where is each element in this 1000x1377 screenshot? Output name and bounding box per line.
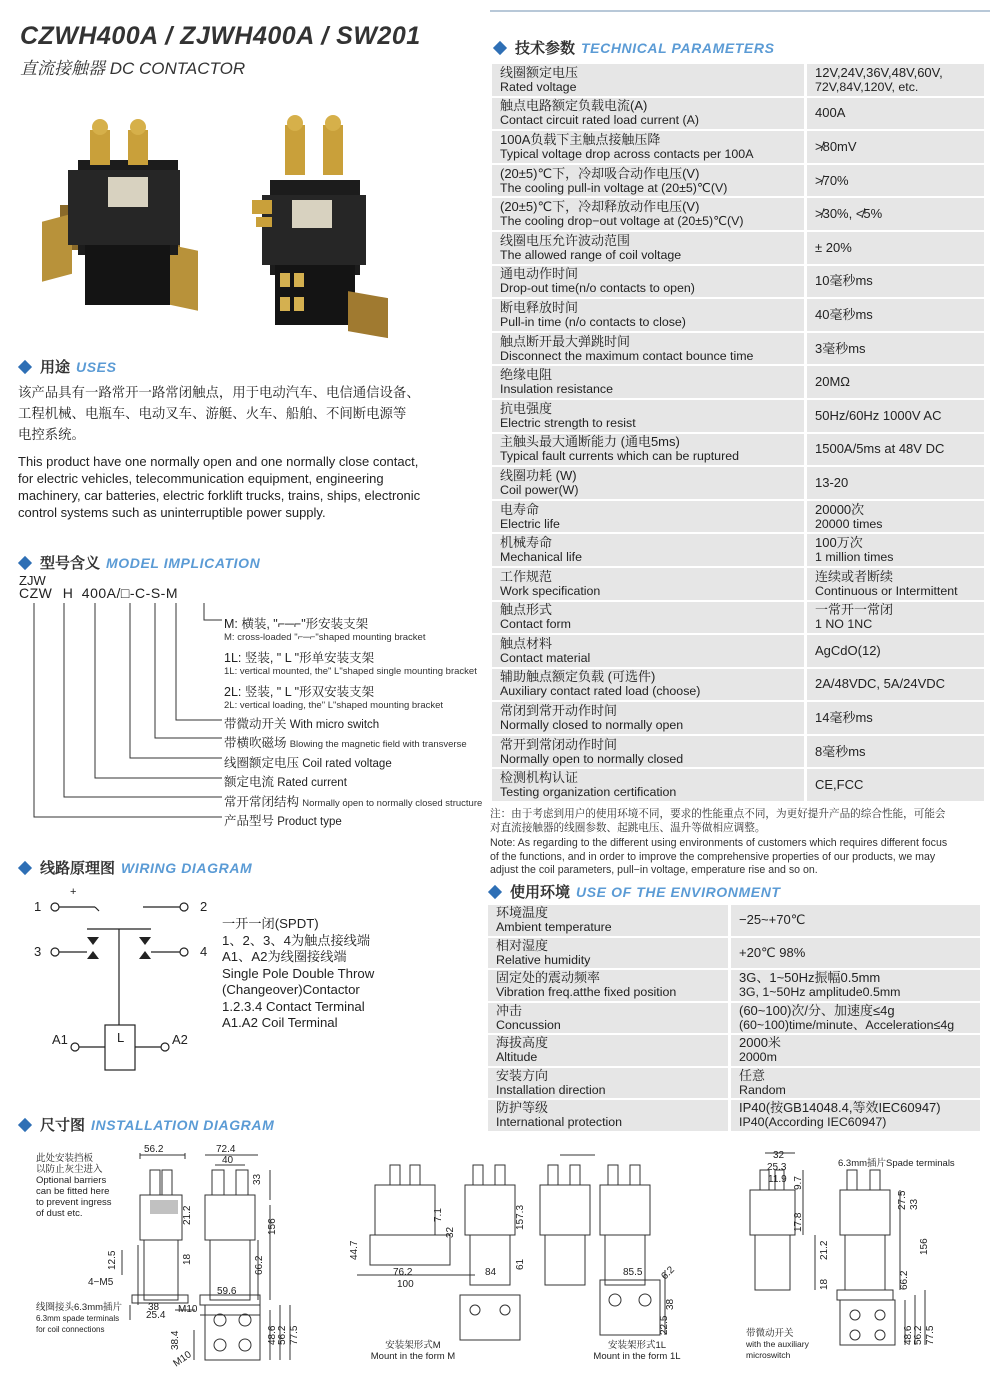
model-item-micro: 带微动开关 With micro switch — [224, 717, 380, 731]
env-value: +20℃ 98% — [739, 944, 806, 960]
tech-row — [492, 602, 984, 634]
env-param-en: Altitude — [496, 1050, 538, 1065]
tech-row — [492, 467, 984, 499]
plus-label: + — [70, 886, 77, 898]
tech-param-zh: 常闭到常开动作时间 — [500, 703, 618, 719]
svg-text:156: 156 — [919, 1238, 930, 1255]
tech-value: 13-20 — [815, 474, 849, 490]
tech-row — [492, 769, 984, 801]
model-item-2l: 2L: 竖装, " L "形双安装支架 2L: vertical loading, the" L"shaped mounting bracket — [224, 685, 444, 711]
tech-table — [492, 62, 984, 803]
tech-param-en: Typical fault currents which can be ruptured — [500, 449, 739, 464]
tech-row — [492, 736, 984, 768]
wiring-heading: 线路原理图 WIRING DIAGRAM — [20, 857, 252, 878]
svg-text:38.4: 38.4 — [170, 1330, 181, 1350]
product-photos — [30, 105, 450, 345]
tech-row — [492, 131, 984, 163]
diamond-bullet-icon — [18, 1117, 32, 1131]
tech-value: 3毫秒ms — [815, 340, 866, 356]
svg-text:100: 100 — [397, 1279, 414, 1290]
tech-note: 注：由于考虑到用户的使用环境不同，要求的性能重点不同，为更好提升产品的综合性能，可能会 对直流接触器的线圈参数、起跳电压、温升等做相应调整。 Note: As regarding to the different using environments of customers which requires different focus of the functions, and in order to improve the comprehensive properties of our products, we may adjust the coil parameters, pull−in voltage, emperature rise and so on. — [490, 808, 948, 876]
tech-value-cell — [804, 232, 984, 264]
env-value-cell — [728, 970, 980, 1001]
tech-value: 100万次 — [815, 535, 863, 551]
tech-value: ≯80mV — [815, 138, 857, 154]
svg-text:25.3: 25.3 — [767, 1162, 787, 1173]
env-param-zh: 相对湿度 — [496, 937, 549, 953]
tech-value: 20MΩ — [815, 374, 851, 390]
env-value-secondary: 2000m — [739, 1050, 777, 1065]
terminal-a2-label: A2 — [172, 1032, 188, 1047]
tech-row — [492, 568, 984, 600]
model-item-coil: 线圈额定电压 Coil rated voltage — [224, 756, 392, 770]
coil-label: L — [117, 1030, 125, 1045]
tech-param-en: The cooling pull-in voltage at (20±5)℃(V) — [500, 180, 728, 195]
tech-param-cell — [492, 501, 804, 533]
tech-param-en: Contact form — [500, 617, 571, 632]
tech-param-zh: 机械寿命 — [500, 535, 553, 551]
tech-value-cell — [804, 534, 984, 566]
tech-param-en: Insulation resistance — [500, 382, 613, 397]
env-param-en: Vibration freq.atthe fixed position — [496, 985, 677, 1000]
svg-text:38: 38 — [148, 1302, 160, 1313]
tech-value-cell — [804, 299, 984, 331]
uses-zh-text: 该产品具有一路常开一路常闭触点，用于电动汽车、电信通信设备、 工程机械、电瓶车、电动叉车、游艇、火车、船舶、不间断电源等 电控系统。 — [18, 385, 420, 442]
tech-value: CE,FCC — [815, 777, 864, 793]
env-value: (60~100)次/分、加速度≤4g — [739, 1002, 895, 1018]
svg-text:33: 33 — [909, 1198, 920, 1210]
tech-value: 8毫秒ms — [815, 743, 866, 759]
env-row — [488, 1003, 980, 1034]
tech-row — [492, 98, 984, 130]
svg-text:32: 32 — [773, 1150, 785, 1161]
contactor-photo-1 — [42, 119, 198, 311]
tech-value: ± 20% — [815, 239, 852, 255]
tech-value-cell — [804, 98, 984, 130]
env-param-en: Ambient temperature — [496, 920, 612, 935]
tech-value: 40毫秒ms — [815, 306, 873, 322]
tech-value: ≯30%, ≮5% — [815, 206, 883, 222]
env-value-secondary: 3G, 1~50Hz amplitude0.5mm — [739, 985, 901, 1000]
tech-param-cell — [492, 333, 804, 365]
tech-param-cell — [492, 602, 804, 634]
tech-param-zh: 电寿命 — [500, 501, 540, 517]
tech-row — [492, 669, 984, 701]
tech-param-zh: 断电释放时间 — [500, 299, 579, 315]
tech-param-zh: 线圈电压允许波动范围 — [500, 232, 631, 248]
tech-param-cell — [492, 299, 804, 331]
wiring-description: 一开一闭(SPDT) 1、2、3、4为触点接线端 A1、A2为线圈接线端 Single Pole Double Throw (Changeover)Contactor 1.2.3.4 Contact Terminal A1.A2 Coil Terminal — [222, 916, 375, 1030]
svg-text:M10: M10 — [171, 1349, 194, 1370]
tech-param-zh: 工作规范 — [500, 568, 553, 584]
tech-value: AgCdO(12) — [815, 642, 881, 658]
tech-row — [492, 400, 984, 432]
env-param-cell — [488, 1003, 728, 1034]
svg-text:59.6: 59.6 — [217, 1286, 237, 1297]
model-item-m: M: 横装, "⌐─⌐"形安装支架 M: cross-loaded "⌐─⌐"shaped mounting bracket — [224, 617, 426, 643]
svg-text:27.5: 27.5 — [897, 1190, 908, 1210]
tech-param-en: Testing organization certification — [500, 785, 677, 800]
tech-param-zh: 触点断开最大弹跳时间 — [500, 333, 631, 349]
tech-param-zh: 100A负载下主触点接触压降 — [500, 131, 661, 147]
tech-param-cell — [492, 434, 804, 466]
tech-param-cell — [492, 635, 804, 667]
tech-param-en: Electric strength to resist — [500, 415, 636, 430]
tech-param-cell — [492, 366, 804, 398]
tech-value-cell — [804, 64, 984, 96]
env-value: 2000米 — [739, 1035, 781, 1051]
env-value: 任意 — [739, 1067, 766, 1083]
tech-param-en: Disconnect the maximum contact bounce time — [500, 348, 754, 363]
env-row — [488, 938, 980, 969]
coil-spade-note: 线圈接头6.3mm插片 6.3mm spade terminals for coil connections — [36, 1302, 123, 1334]
svg-text:85.5: 85.5 — [623, 1267, 643, 1278]
tech-param-cell — [492, 198, 804, 230]
svg-text:157.3: 157.3 — [515, 1204, 526, 1230]
tech-param-zh: 触点材料 — [500, 635, 553, 651]
env-param-en: Installation direction — [496, 1082, 606, 1097]
tech-value: 50Hz/60Hz 1000V AC — [815, 407, 942, 423]
model-leader-lines — [20, 600, 230, 825]
env-row — [488, 1035, 980, 1066]
tech-param-en: Typical voltage drop across contacts per 100A — [500, 146, 754, 161]
svg-text:25.4: 25.4 — [146, 1310, 166, 1321]
svg-text:156: 156 — [267, 1218, 278, 1235]
terminal-4-label: 4 — [200, 944, 208, 959]
svg-text:6.2: 6.2 — [659, 1264, 677, 1283]
tech-value: 14毫秒ms — [815, 710, 873, 726]
tech-value-cell — [804, 467, 984, 499]
tech-param-cell — [492, 232, 804, 264]
svg-text:18: 18 — [182, 1253, 193, 1265]
env-value-secondary: Random — [739, 1082, 786, 1097]
env-value-cell — [728, 1068, 980, 1099]
tech-row — [492, 333, 984, 365]
env-param-zh: 海拔高度 — [496, 1035, 549, 1051]
tech-param-zh: 触点形式 — [500, 602, 553, 618]
tech-value-cell — [804, 366, 984, 398]
tech-value: 400A — [815, 105, 846, 121]
model-code: CZW H 400A/□-C-S-M — [19, 585, 179, 601]
tech-param-cell — [492, 769, 804, 801]
env-param-en: International protection — [496, 1115, 623, 1130]
tech-value: 1500A/5ms at 48V DC — [815, 441, 945, 457]
mount-1l-caption: 安装架形式1L Mount in the form 1L — [593, 1340, 681, 1362]
tech-value: 10毫秒ms — [815, 273, 873, 289]
env-table — [488, 903, 980, 1133]
svg-text:17.8: 17.8 — [793, 1212, 804, 1232]
tech-param-cell — [492, 266, 804, 298]
env-param-zh: 固定处的震动频率 — [496, 970, 601, 986]
tech-value-secondary: 1 NO 1NC — [815, 617, 873, 632]
terminal-1-label: 1 — [34, 899, 42, 914]
tech-value: 2A/48VDC, 5A/24VDC — [815, 676, 946, 692]
tech-param-cell — [492, 534, 804, 566]
svg-text:18: 18 — [819, 1278, 830, 1290]
env-value: IP40(按GB14048.4,等效IEC60947) — [739, 1100, 941, 1116]
tech-value-cell — [804, 198, 984, 230]
env-row — [488, 1100, 980, 1131]
svg-text:56.2: 56.2 — [913, 1325, 924, 1345]
tech-param-zh: (20±5)℃下，冷却吸合动作电压(V) — [500, 165, 700, 181]
svg-text:72.4: 72.4 — [216, 1144, 236, 1155]
model-heading: 型号含义 MODEL IMPLICATION — [20, 552, 260, 573]
tech-value-secondary: 1 million times — [815, 550, 894, 565]
tech-row — [492, 501, 984, 533]
env-value-cell — [728, 1100, 980, 1131]
contactor-photo-2 — [252, 115, 388, 338]
env-param-zh: 安装方向 — [496, 1067, 549, 1083]
env-value-cell — [728, 938, 980, 969]
tech-value-cell — [804, 501, 984, 533]
env-value: −25~+70℃ — [739, 912, 806, 928]
svg-text:77.5: 77.5 — [289, 1325, 300, 1345]
model-item-blow: 带横吹磁场 Blowing the magnetic field with transverse — [224, 736, 467, 750]
env-param-zh: 冲击 — [496, 1002, 523, 1018]
model-item-1l: 1L: 竖装, " L "形单安装支架 1L: vertical mounted, the" L"shaped single mounting bracket — [224, 651, 477, 677]
tech-value-secondary: Continuous or Intermittent — [815, 583, 958, 598]
tech-param-cell — [492, 736, 804, 768]
dimension-drawing-a — [88, 1144, 360, 1370]
tech-param-zh: 抗电强度 — [500, 400, 553, 416]
top-divider — [490, 10, 990, 12]
env-param-cell — [488, 938, 728, 969]
tech-param-en: Rated voltage — [500, 79, 577, 94]
svg-text:22.5: 22.5 — [659, 1315, 670, 1335]
tech-param-zh: 线圈功耗 (W) — [500, 467, 577, 483]
tech-param-en: Work specification — [500, 583, 601, 598]
tech-param-en: Auxiliary contact rated load (choose) — [500, 684, 701, 699]
tech-value: ≯70% — [815, 172, 849, 188]
tech-param-en: The cooling drop−out voltage at (20±5)℃(V) — [500, 214, 744, 229]
tech-row — [492, 299, 984, 331]
dimension-drawing-c — [735, 1150, 995, 1350]
env-param-cell — [488, 905, 728, 936]
env-value: 3G、1~50Hz振幅0.5mm — [739, 970, 881, 986]
svg-text:7.1: 7.1 — [433, 1208, 444, 1222]
tech-param-en: Contact circuit rated load current (A) — [500, 113, 700, 128]
tech-param-en: Drop-out time(n/o contacts to open) — [500, 281, 695, 296]
diamond-bullet-icon — [493, 40, 507, 54]
model-item-structure: 常开常闭结构 Normally open to normally closed structure — [224, 795, 483, 809]
tech-value-cell — [804, 131, 984, 163]
tech-row — [492, 534, 984, 566]
tech-value: 12V,24V,36V,48V,60V, — [815, 64, 943, 80]
tech-param-cell — [492, 64, 804, 96]
tech-value-cell — [804, 333, 984, 365]
tech-value: 一常开一常闭 — [815, 602, 894, 618]
tech-row — [492, 266, 984, 298]
svg-text:38: 38 — [665, 1298, 676, 1310]
tech-param-en: Pull-in time (n/o contacts to close) — [500, 314, 686, 329]
svg-text:12.5: 12.5 — [107, 1250, 118, 1270]
tech-param-cell — [492, 702, 804, 734]
env-heading: 使用环境 USE OF THE ENVIRONMENT — [490, 881, 781, 902]
env-param-en: Relative humidity — [496, 952, 591, 967]
env-param-cell — [488, 970, 728, 1001]
tech-param-zh: 触点电路额定负载电流(A) — [500, 98, 648, 114]
tech-row — [492, 702, 984, 734]
tech-row — [492, 232, 984, 264]
env-param-cell — [488, 1035, 728, 1066]
svg-text:48.6: 48.6 — [903, 1325, 914, 1345]
svg-text:M10: M10 — [178, 1304, 198, 1315]
diamond-bullet-icon — [18, 860, 32, 874]
svg-text:48.6: 48.6 — [267, 1325, 278, 1345]
tech-param-cell — [492, 467, 804, 499]
env-row — [488, 970, 980, 1001]
tech-value-cell — [804, 266, 984, 298]
tech-param-en: Normally closed to normally open — [500, 718, 684, 733]
tech-param-cell — [492, 98, 804, 130]
env-value-cell — [728, 1003, 980, 1034]
env-value-cell — [728, 1035, 980, 1066]
diamond-bullet-icon — [488, 884, 502, 898]
mount-m-caption: 安装架形式M Mount in the form M — [370, 1340, 456, 1362]
env-param-zh: 防护等级 — [496, 1100, 549, 1116]
diamond-bullet-icon — [18, 359, 32, 373]
diamond-bullet-icon — [18, 555, 32, 569]
model-code-top: ZJW — [19, 573, 46, 588]
env-value-secondary: IP40(According IEC60947) — [739, 1115, 887, 1130]
tech-value-cell — [804, 736, 984, 768]
tech-value-cell — [804, 769, 984, 801]
env-value-cell — [728, 905, 980, 936]
tech-value: 20000次 — [815, 501, 865, 517]
tech-param-zh: 主触头最大通断能力 (通电5ms) — [500, 434, 680, 450]
svg-text:56.2: 56.2 — [277, 1325, 288, 1345]
env-row — [488, 905, 980, 936]
tech-row — [492, 635, 984, 667]
svg-text:66.2: 66.2 — [899, 1270, 910, 1290]
svg-text:76.2: 76.2 — [393, 1267, 413, 1278]
tech-value-secondary: 72V,84V,120V, etc. — [815, 79, 919, 94]
svg-text:4−M5: 4−M5 — [88, 1277, 114, 1288]
tech-param-zh: 绝缘电阻 — [500, 367, 553, 383]
tech-param-zh: 常开到常闭动作时间 — [500, 736, 618, 752]
tech-row — [492, 366, 984, 398]
tech-value-cell — [804, 434, 984, 466]
tech-param-cell — [492, 669, 804, 701]
svg-text:56.2: 56.2 — [144, 1144, 164, 1155]
svg-text:21.2: 21.2 — [182, 1205, 193, 1225]
tech-value-secondary: 20000 times — [815, 516, 883, 531]
terminal-a1-label: A1 — [52, 1032, 68, 1047]
tech-param-en: Contact material — [500, 650, 591, 665]
tech-param-cell — [492, 131, 804, 163]
tech-value-cell — [804, 669, 984, 701]
tech-param-zh: 辅助触点额定负载 (可选件) — [500, 669, 656, 685]
tech-param-zh: (20±5)℃下，冷却释放动作电压(V) — [500, 199, 700, 215]
env-row — [488, 1068, 980, 1099]
svg-text:84: 84 — [485, 1267, 497, 1278]
tech-param-cell — [492, 400, 804, 432]
svg-text:11.9: 11.9 — [768, 1174, 787, 1185]
model-item-current: 额定电流 Rated current — [224, 775, 347, 789]
tech-param-zh: 通电动作时间 — [500, 266, 579, 282]
tech-value-cell — [804, 165, 984, 197]
tech-param-cell — [492, 568, 804, 600]
svg-text:44.7: 44.7 — [349, 1240, 360, 1260]
install-heading: 尺寸图 INSTALLATION DIAGRAM — [20, 1114, 274, 1135]
svg-text:61: 61 — [515, 1258, 526, 1270]
terminal-3-label: 3 — [34, 944, 42, 959]
svg-text:9.7: 9.7 — [793, 1176, 804, 1190]
micro-switch-caption: 带微动开关 with the auxiliary microswitch — [746, 1328, 809, 1360]
env-param-cell — [488, 1100, 728, 1131]
tech-value-cell — [804, 400, 984, 432]
tech-param-en: Electric life — [500, 516, 560, 531]
tech-param-cell — [492, 165, 804, 197]
tech-row — [492, 165, 984, 197]
tech-heading: 技术参数 TECHNICAL PARAMETERS — [495, 37, 775, 58]
svg-text:66.2: 66.2 — [254, 1255, 265, 1275]
tech-param-en: Normally open to normally closed — [500, 751, 684, 766]
tech-param-en: The allowed range of coil voltage — [500, 247, 682, 262]
tech-value-cell — [804, 568, 984, 600]
uses-en-text: This product have one normally open and one normally close contact, for electric vehicles, telecommunication equipment, engineering machinery, car batteries, electric forklift trucks, trains, ships, electronic control systems such as uninterruptible power supply. — [18, 454, 421, 520]
tech-param-zh: 检测机构认证 — [500, 770, 579, 786]
tech-param-zh: 线圈额定电压 — [500, 64, 579, 80]
env-value-secondary: (60~100)time/minute、Acceleration≤4g — [739, 1017, 955, 1032]
uses-heading: 用途 USES — [20, 356, 117, 377]
spade-terminals-label: 6.3mm插片Spade terminals — [838, 1158, 955, 1169]
dimension-drawing-b — [345, 1150, 725, 1350]
tech-param-en: Mechanical life — [500, 550, 582, 565]
env-param-cell — [488, 1068, 728, 1099]
terminal-2-label: 2 — [200, 899, 208, 914]
barrier-note: 此处安装挡板 以防止灰尘进入 Optional barriers can be fitted here to prevent ingress of dust etc. — [36, 1153, 112, 1219]
tech-value: 连续或者断续 — [815, 568, 894, 584]
page-title: CZWH400A / ZJWH400A / SW201 — [20, 22, 421, 50]
svg-text:32: 32 — [445, 1226, 456, 1238]
tech-row — [492, 434, 984, 466]
env-param-en: Concussion — [496, 1017, 561, 1032]
tech-param-en: Coil power(W) — [500, 482, 579, 497]
svg-text:40: 40 — [222, 1155, 234, 1166]
tech-value-cell — [804, 702, 984, 734]
tech-value-cell — [804, 602, 984, 634]
svg-text:21.2: 21.2 — [819, 1240, 830, 1260]
svg-text:77.5: 77.5 — [925, 1325, 936, 1345]
tech-row — [492, 198, 984, 230]
tech-row — [492, 64, 984, 96]
model-item-type: 产品型号 Product type — [224, 814, 342, 828]
tech-value-cell — [804, 635, 984, 667]
svg-text:33: 33 — [252, 1173, 263, 1185]
env-param-zh: 环境温度 — [496, 905, 549, 921]
page-subtitle: 直流接触器 DC CONTACTOR — [20, 59, 246, 78]
